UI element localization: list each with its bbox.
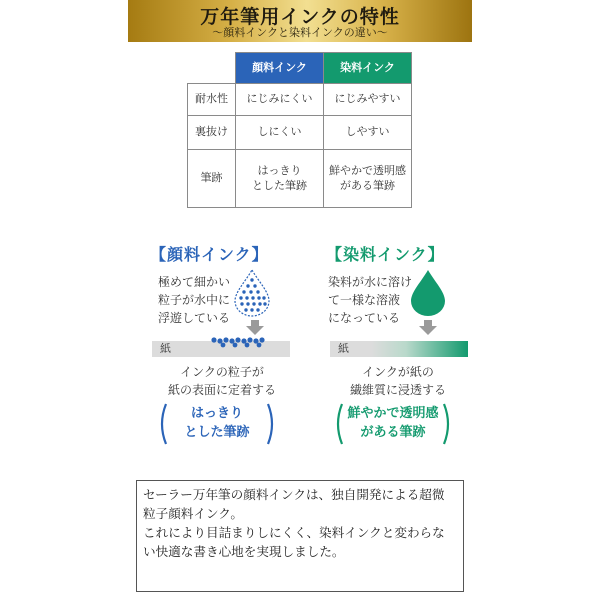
header-banner	[128, 0, 472, 42]
dye-conclusion	[334, 402, 452, 446]
pigment-title: 【顔料インク】	[150, 245, 269, 264]
dye-result: インクが紙の 繊維質に浸透する	[349, 365, 446, 397]
pigment-result: インクの粒子が 紙の表面に定着する	[167, 365, 276, 397]
table-cell-pigment: はっきり とした筆跡	[235, 149, 324, 208]
pigment-conclusion	[158, 402, 276, 446]
summary-text: セーラー万年筆の顔料インクは、独自開発による超微粒子顔料インク。	[143, 487, 445, 521]
summary-box	[136, 480, 464, 592]
table-row-label: 耐水性	[187, 83, 236, 116]
summary-text: これにより目詰まりしにくく、染料インクと変わらない快適な書き心地を実現しました。	[143, 525, 445, 559]
table-cell-pigment: しにくい	[235, 115, 324, 150]
table-header-pigment: 顔料インク	[235, 52, 324, 84]
table-cell-dye: 鮮やかで透明感 がある筆跡	[323, 149, 412, 208]
page-subtitle: ～顔料インクと染料インクの違い～	[212, 26, 388, 39]
pigment-description: 極めて細かい 粒子が水中に 浮遊している	[158, 275, 231, 325]
arrow-down-icon	[246, 320, 264, 336]
pigment-paper-label: 紙	[160, 342, 171, 355]
ink-comparison-page	[128, 0, 472, 600]
table-cell-dye: しやすい	[323, 115, 412, 150]
pigment-particles-on-paper	[210, 336, 266, 348]
table-cell-pigment: にじみにくい	[235, 83, 324, 116]
arrow-down-icon	[419, 320, 437, 336]
table-corner	[187, 52, 235, 84]
dye-description: 染料が水に溶け て一様な溶液 になっている	[328, 275, 413, 325]
pigment-conclusion-text: はっきり とした筆跡	[184, 406, 250, 440]
dye-paper-label: 紙	[338, 342, 349, 355]
table-row-label: 筆跡	[187, 149, 236, 208]
dye-droplet-icon	[408, 268, 448, 318]
table-cell-dye: にじみやすい	[323, 83, 412, 116]
dye-title: 【染料インク】	[326, 245, 445, 264]
table-header-dye: 染料インク	[323, 52, 412, 84]
dye-conclusion-text: 鮮やかで透明感 がある筆跡	[347, 406, 439, 440]
page-title: 万年筆用インクの特性	[200, 6, 400, 28]
dye-paper	[330, 341, 468, 357]
pigment-droplet-icon	[232, 268, 272, 318]
table-row-label: 裏抜け	[187, 115, 236, 150]
